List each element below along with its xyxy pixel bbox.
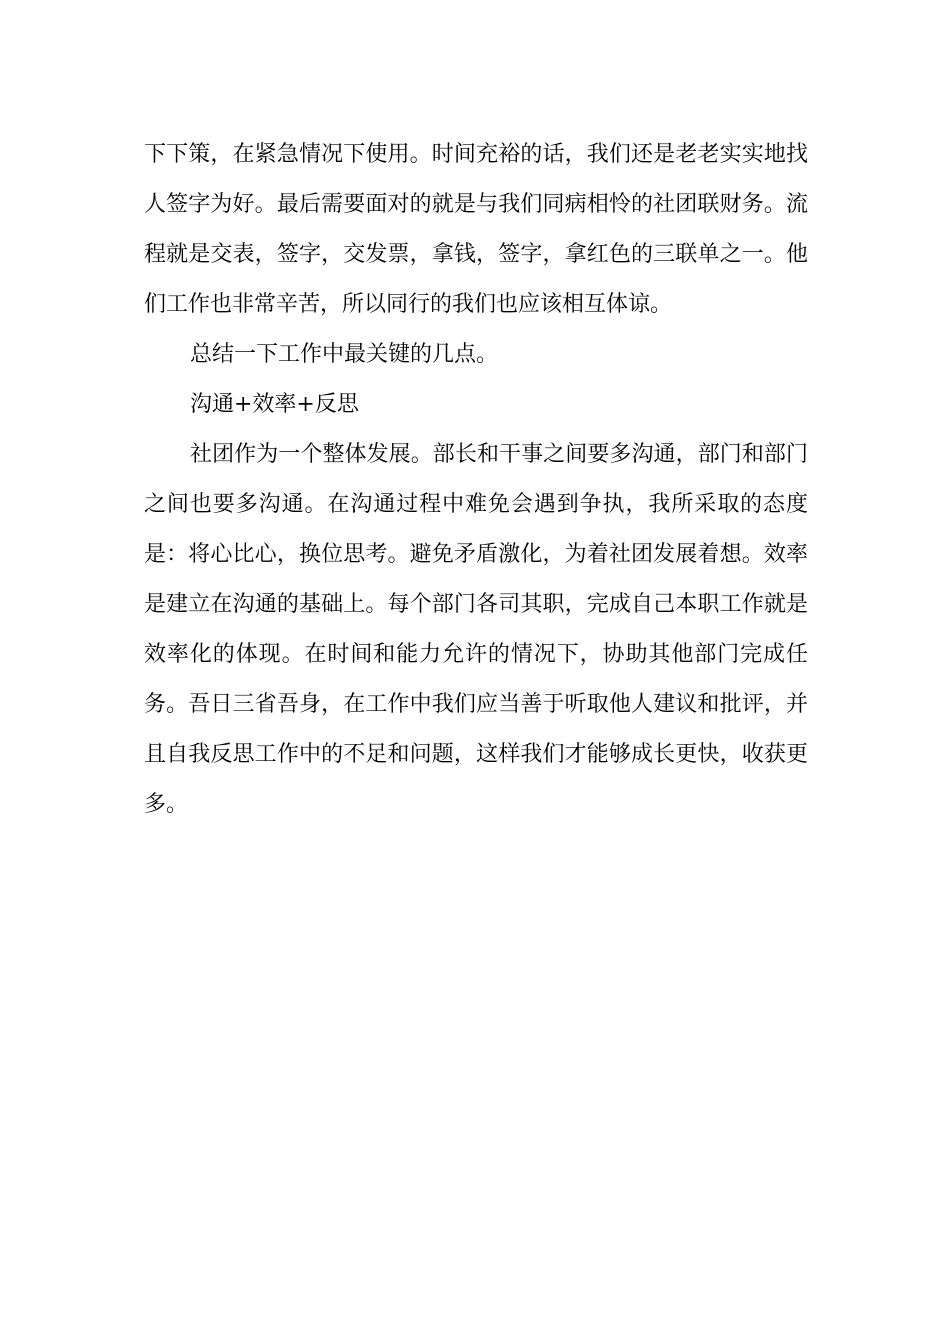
document-body xyxy=(144,130,808,830)
paragraph-summary-intro: 总结一下工作中最关键的几点。 xyxy=(190,342,499,367)
paragraph-continuation: 下下策，在紧急情况下使用。时间充裕的话，我们还是老老实实地找人签字为好。最后需要面对的就是与我们同病相怜的社团联财务。流程就是交表，签字，交发票，拿钱，签字，拿红色的三联单之一。他们工作也非常辛苦，所以同行的我们也应该相互体谅。 xyxy=(144,142,808,317)
paragraph-key-points: 沟通+效率+反思 xyxy=(190,392,359,417)
paragraph-discussion: 社团作为一个整体发展。部长和干事之间要多沟通，部门和部门之间也要多沟通。在沟通过程中难免会遇到争执，我所采取的态度是：将心比心，换位思考。避免矛盾激化，为着社团发展着想。效率是建立在沟通的基础上。每个部门各司其职，完成自己本职工作就是效率化的体现。在时间和能力允许的情况下，协助其他部门完成任务。吾日三省吾身，在工作中我们应当善于听取他人建议和批评，并且自我反思工作中的不足和问题，这样我们才能够成长更快，收获更多。 xyxy=(144,442,808,817)
